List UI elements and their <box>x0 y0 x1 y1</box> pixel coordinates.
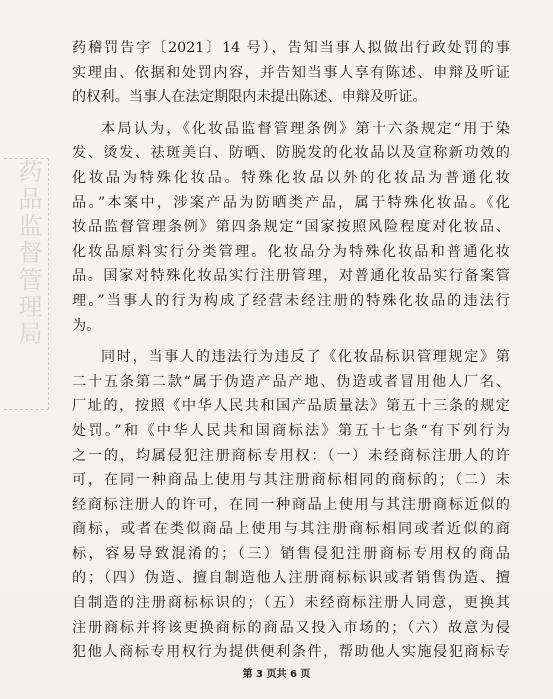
text-line: 发、烫发、祛斑美白、防晒、防脱发的化妆品以及宣称新功效的 <box>72 145 510 162</box>
text-line: 理。”当事人的行为构成了经营未经注册的特殊化妆品的违法行 <box>72 292 510 309</box>
text-line: 处罚。”和《中华人民共和国商标法》第五十七条“有下列行为 <box>72 422 510 439</box>
text-line: 的；（四）伪造、擅自制造他人注册商标标识或者销售伪造、擅 <box>72 570 510 587</box>
text-line: 标，容易导致混淆的；（三）销售侵犯注册商标专用权的商品 <box>72 545 510 562</box>
paragraph-2 <box>72 117 510 338</box>
text-line: 化妆品为特殊化妆品。特殊化妆品以外的化妆品为普通化妆 <box>72 169 510 186</box>
seal-stamp: 药品监督管理局 <box>4 158 49 410</box>
text-line: 可，在同一种商品上使用与其注册商标相同的商标的；（二）未 <box>72 472 510 489</box>
text-line: 犯他人商标专用权行为提供便利条件，帮助他人实施侵犯商标专 <box>72 644 510 661</box>
text-line: 经商标注册人的许可，在同一种商品上使用与其注册商标近似的 <box>72 496 510 513</box>
text-line: 商标，或者在类似商品上使用与其注册商标相同或者近似的商 <box>72 521 510 538</box>
text-line: 厂址的，按照《中华人民共和国产品质量法》第五十三条的规定 <box>72 398 510 415</box>
text-line: 为。 <box>72 317 101 334</box>
text-line: 注册商标并将该更换商标的商品又投入市场的；（六）故意为侵 <box>72 619 510 636</box>
text-line: 的权利。当事人在法定期限内未提出陈述、申辩及听证。 <box>72 89 427 106</box>
paragraph-1 <box>72 36 510 110</box>
text-line: 二十五条第二款“属于伪造产品产地、伪造或者冒用他人厂名、 <box>72 373 510 390</box>
text-line: 之一的，均属侵犯注册商标专用权：（一）未经商标注册人的许 <box>72 447 510 464</box>
text-line: 同时，当事人的违法行为违反了《化妆品标识管理规定》第 <box>101 349 510 366</box>
text-line: 化妆品原料实行分类管理。化妆品分为特殊化妆品和普通化妆 <box>72 243 510 260</box>
page-number: 第 3 页共 6 页 <box>242 669 311 680</box>
text-line: 自制造的注册商标标识的；（五）未经商标注册人同意，更换其 <box>72 595 510 612</box>
text-line: 妆品监督管理条例》第四条规定“国家按照风险程度对化妆品、 <box>72 219 510 236</box>
paragraph-3 <box>72 345 510 665</box>
text-line: 品。国家对特殊化妆品实行注册管理，对普通化妆品实行备案管 <box>72 268 510 285</box>
document-body <box>72 36 510 665</box>
text-line: 本局认为，《化妆品监督管理条例》第十六条规定“用于染 <box>101 120 510 137</box>
text-line: 品。”本案中，涉案产品为防晒类产品，属于特殊化妆品。《化 <box>72 194 510 211</box>
text-line: 实理由、依据和处罚内容，并告知当事人享有陈述、申辩及听证 <box>72 64 510 81</box>
text-line: 药稽罚告字〔2021〕14 号），告知当事人拟做出行政处罚的事 <box>72 40 510 56</box>
